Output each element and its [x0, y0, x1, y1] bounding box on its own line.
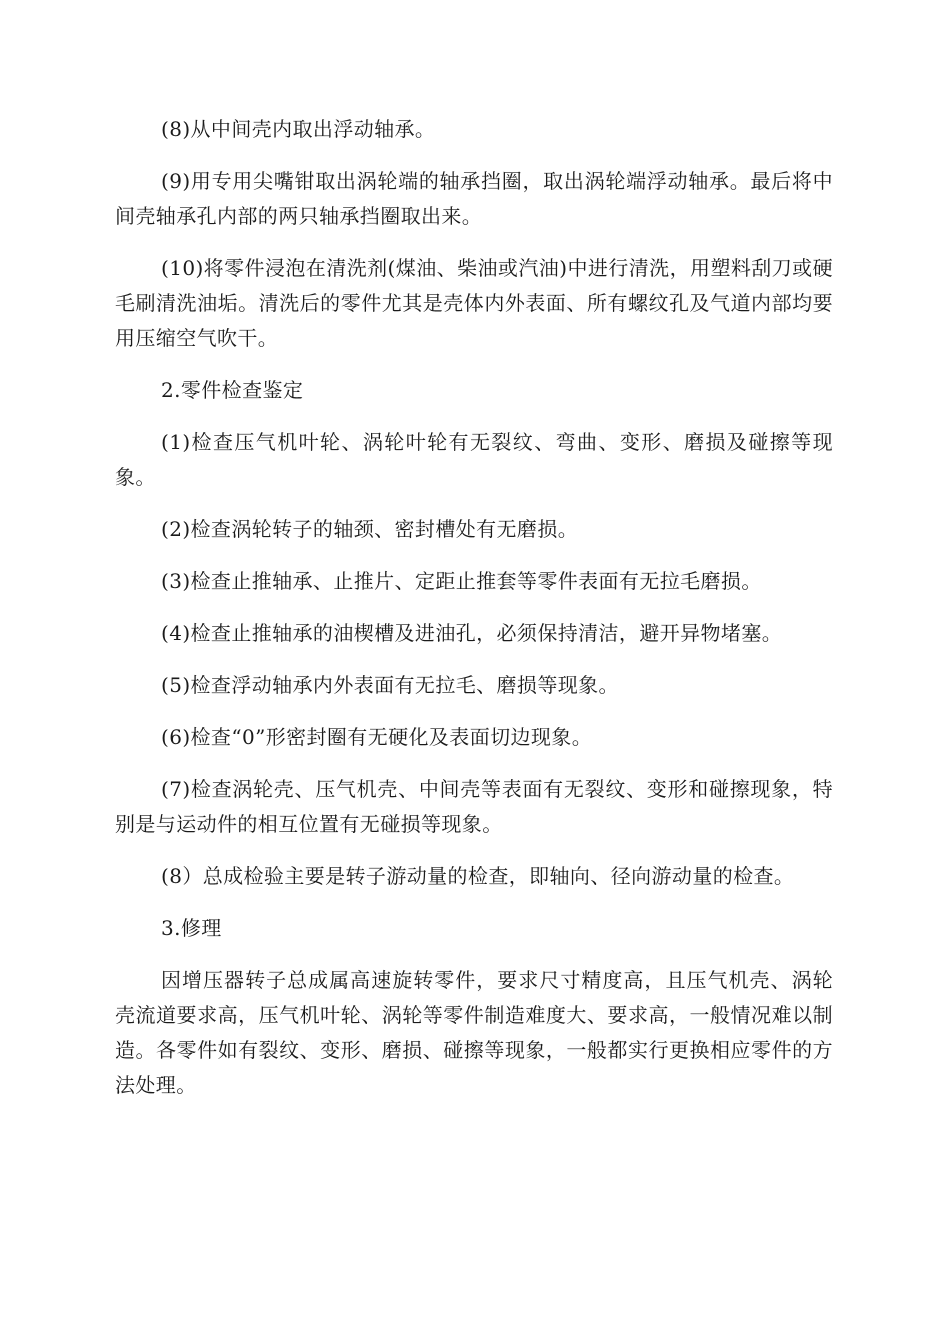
paragraph-check-8-assembly: (8）总成检验主要是转子游动量的检查，即轴向、径向游动量的检查。: [161, 864, 795, 888]
paragraph-step-8-remove-bearing: (8)从中间壳内取出浮动轴承。: [161, 117, 436, 141]
paragraph-check-1-impellers: (1)检查压气机叶轮、涡轮叶轮有无裂纹、弯曲、变形、磨损及碰擦等现象。: [115, 430, 833, 489]
paragraph-repair-description: 因增压器转子总成属高速旋转零件，要求尺寸精度高，且压气机壳、涡轮壳流道要求高，压气机叶轮、涡轮等零件制造难度大、要求高，一般情况难以制造。各零件如有裂纹、变形、磨损、碰擦等现象，一般都实行更换相应零件的方法处理。: [115, 968, 833, 1097]
document-body: [115, 112, 833, 1120]
paragraph-check-7-housings: (7)检查涡轮壳、压气机壳、中间壳等表面有无裂纹、变形和碰擦现象，特别是与运动件的相互位置有无碰损等现象。: [115, 777, 833, 836]
section-heading-inspection: 2.零件检查鉴定: [161, 378, 304, 402]
paragraph-step-9-remove-retainer: (9)用专用尖嘴钳取出涡轮端的轴承挡圈，取出涡轮端浮动轴承。最后将中间壳轴承孔内部的两只轴承挡圈取出来。: [115, 169, 833, 228]
paragraph-check-5-floating-bearing: (5)检查浮动轴承内外表面有无拉毛、磨损等现象。: [161, 673, 619, 697]
paragraph-step-10-cleaning: (10)将零件浸泡在清洗剂(煤油、柴油或汽油)中进行清洗，用塑料刮刀或硬毛刷清洗油垢。清洗后的零件尤其是壳体内外表面、所有螺纹孔及气道内部均要用压缩空气吹干。: [115, 256, 833, 350]
paragraph-check-3-thrust: (3)检查止推轴承、止推片、定距止推套等零件表面有无拉毛磨损。: [161, 569, 762, 593]
section-heading-repair: 3.修理: [161, 916, 222, 940]
paragraph-check-2-journal: (2)检查涡轮转子的轴颈、密封槽处有无磨损。: [161, 517, 579, 541]
paragraph-check-6-oring: (6)检查“0”形密封圈有无硬化及表面切边现象。: [161, 725, 593, 749]
paragraph-check-4-oil-groove: (4)检查止推轴承的油楔槽及进油孔，必须保持清洁，避开异物堵塞。: [161, 621, 783, 645]
